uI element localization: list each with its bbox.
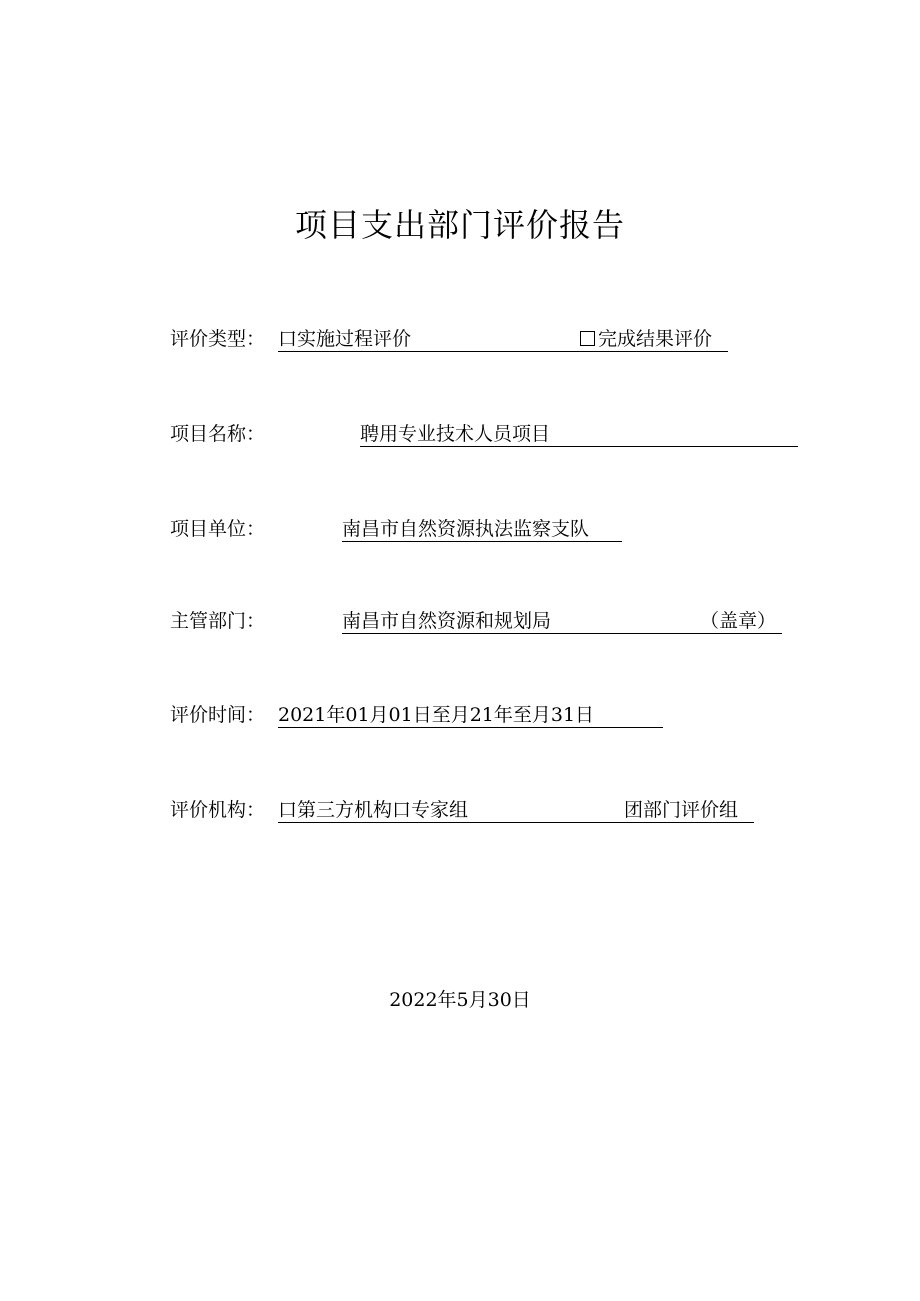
seal-label: （盖章）: [700, 610, 777, 632]
eval-org-label: 评价机构：: [170, 799, 266, 821]
project-unit-field: [342, 515, 622, 542]
report-date: 2022年5月30日: [389, 989, 531, 1011]
project-unit-value: 南昌市自然资源执法监察支队: [342, 518, 590, 540]
eval-time-value: 2021年01月01日至月21年至月31日: [278, 704, 595, 726]
eval-time-label: 评价时间：: [170, 704, 266, 726]
eval-time-field: [278, 701, 663, 728]
checkbox-icon: [580, 331, 595, 346]
supervisor-label: 主管部门：: [170, 610, 266, 632]
eval-type-label: 评价类型：: [170, 328, 266, 350]
eval-org-option-external[interactable]: 口第三方机构口专家组: [278, 799, 469, 821]
eval-type-option-process[interactable]: 口实施过程评价: [278, 328, 412, 350]
eval-org-field: [278, 796, 754, 823]
eval-org-option-dept[interactable]: 团部门评价组: [624, 799, 739, 821]
project-name-field: [360, 420, 798, 447]
project-unit-label: 项目单位：: [170, 518, 266, 540]
project-name-value: 聘用专业技术人员项目: [360, 423, 551, 445]
supervisor-value: 南昌市自然资源和规划局: [342, 610, 552, 632]
project-name-label: 项目名称：: [170, 423, 266, 445]
eval-type-field: [278, 325, 728, 352]
eval-type-option-result[interactable]: [580, 325, 712, 353]
supervisor-field: [342, 607, 782, 634]
page-title: 项目支出部门评价报告: [294, 206, 625, 244]
eval-type-option-result-label: 完成结果评价: [598, 328, 713, 350]
